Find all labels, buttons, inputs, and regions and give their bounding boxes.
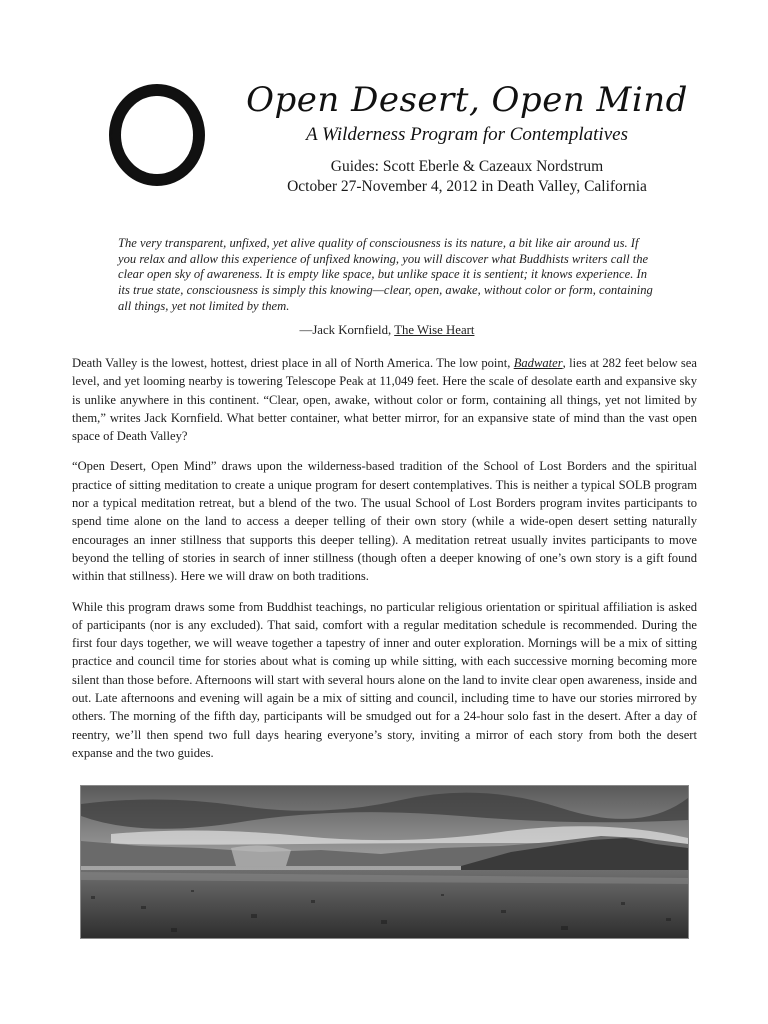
- epigraph-book-title: The Wise Heart: [394, 322, 475, 337]
- dates-line: October 27-November 4, 2012 in Death Valley, California: [287, 178, 647, 195]
- epigraph-author: —Jack Kornfield,: [299, 322, 395, 337]
- paragraph-schedule: While this program draws some from Buddhist teachings, no particular religious orientation or spiritual affiliation is asked of participants (nor is any excluded). That said, comfort with a regular meditation schedule is recommended. During the first four days together, we will weave together a tapestry of inner and outer exploration. Mornings will be a mix of sitting practice and council time for stories about what is coming up while sitting, with each successive morning becoming more silent than those before. Afternoons will start with several hours alone on the land to invite clear open awareness, inside and out. Late afternoons and evening will again be a mix of sitting and council, including time to have our stories mirrored by others. The morning of the fifth day, participants will be smudged out for a 24-hour solo fast in the desert. After a day of reentry, we’ll then spend two full days hearing everyone’s story, inviting a mirror of each story from both the desert expanse and the two guides.: [72, 599, 697, 760]
- paragraph-text: Death Valley is the lowest, hottest, driest place in all of North America. The low point,: [72, 356, 514, 370]
- page-title: Open Desert, Open Mind: [246, 80, 688, 120]
- page-subtitle: A Wilderness Program for Contemplatives: [306, 124, 628, 145]
- epigraph-attribution: [118, 323, 656, 338]
- badwater-link[interactable]: Badwater: [513, 356, 563, 370]
- epigraph-text: The very transparent, unfixed, yet alive quality of consciousness is its nature, a bit like air around us. If you relax and allow this experience of unfixed knowing, you will discover what Buddhists writers call the clear open sky of awareness. It is empty like space, but unlike space it is sentient; it knows experience. In its true state, consciousness is simply this knowing—clear, open, awake, without color or form, containing all things, yet not limited by them.: [118, 236, 653, 313]
- enso-circle-icon: [104, 80, 210, 190]
- desert-landscape-photo: [80, 785, 689, 939]
- paragraph-text: , lies at 282 feet below sea level, and yet looming nearby is towering Telescope Peak at 11,049 feet. Here the scale of desolate earth and expansive sky is unlike anywhere in this continent. “Clear, open, awake, without color or form, containing all things, yet not limited by them,” writes Jack Kornfield. What better container, what better mirror, for an expansive state of mind than the vast open space of Death Valley?: [72, 356, 697, 444]
- body-text: [72, 354, 697, 774]
- paragraph-death-valley: [72, 354, 697, 445]
- paragraph-program: “Open Desert, Open Mind” draws upon the wilderness-based tradition of the School of Lost Borders and the spiritual practice of sitting meditation to create a unique program for desert contemplatives. This is neither a typical SOLB program nor a typical meditation retreat, but a blend of the two. The usual School of Lost Borders program invites participants to spend time alone on the land to access a deeper telling of their own story (while a wide-open desert setting naturally encourages an inner stillness that supports this deeper telling). A meditation retreat usually invites participants to move beyond the telling of stories in search of inner stillness (though often a deeper knowing of one’s own story is a gift found within that stillness). Here we will draw on both traditions.: [72, 459, 697, 584]
- epigraph: [118, 236, 656, 338]
- guides-line: Guides: Scott Eberle & Cazeaux Nordstrum: [330, 158, 604, 175]
- desert-landscape-image: [81, 786, 688, 938]
- page-header: [232, 80, 702, 196]
